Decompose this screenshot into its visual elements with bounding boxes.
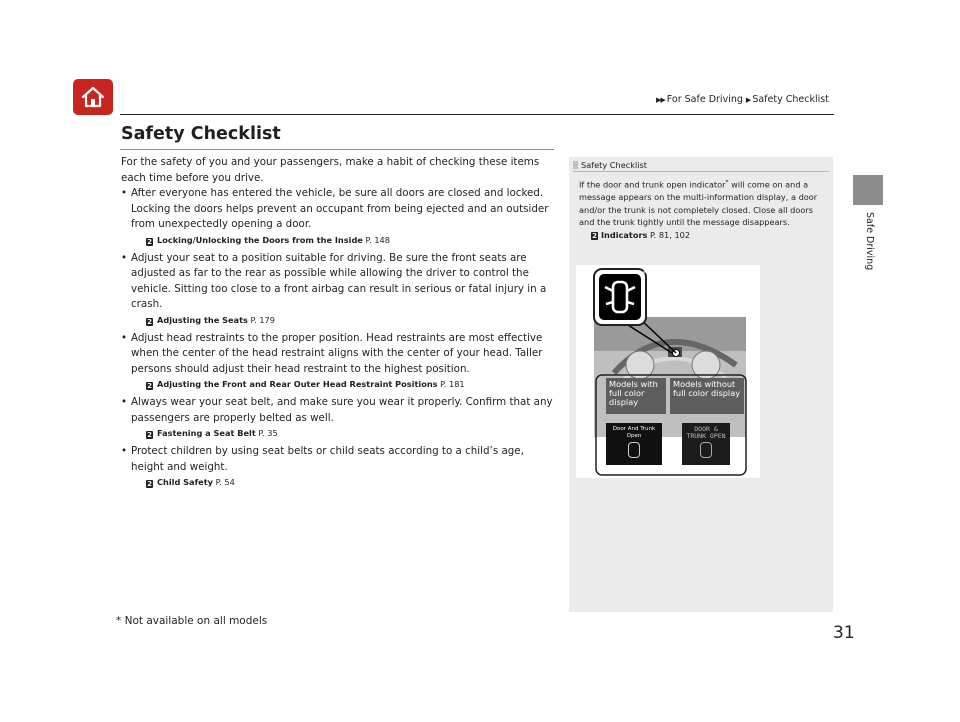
reference-arrow-icon: 2: [147, 431, 152, 439]
home-button[interactable]: [73, 79, 113, 115]
checklist-item: [121, 331, 555, 392]
home-icon: [80, 85, 106, 109]
title-divider: [120, 149, 554, 150]
label-full-color: Models with full color display: [606, 378, 666, 414]
display-full-color: [606, 423, 662, 465]
checklist-item-text: Protect children by using seat belts or child seats according to a child’s age, height and weight.: [131, 445, 524, 473]
checklist-item-text: Always wear your seat belt, and make sure you wear it properly. Confirm that any passengers are properly belted as well.: [131, 396, 553, 424]
reference-page: P. 181: [440, 379, 465, 389]
display-monochrome: [682, 423, 730, 465]
page-title: Safety Checklist: [121, 124, 281, 144]
car-icon: [628, 442, 640, 458]
checklist-item: [121, 395, 555, 440]
reference-page: P. 81, 102: [649, 229, 691, 240]
checklist: [121, 186, 555, 489]
car-icon: [700, 442, 712, 458]
checklist-item-text: Adjust head restraints to the proper position. Head restraints are most effective when the center of the head restraint aligns with the center of your head. Taller persons should adjust their head restraint to the highest position.: [131, 331, 543, 375]
reference-arrow-icon: 2: [147, 237, 152, 246]
sidebar-heading-text: Safety Checklist: [581, 160, 648, 170]
note-marker-icon: [573, 161, 578, 169]
sidebar-divider: [573, 171, 829, 172]
reference-title: Fastening a Seat Belt: [157, 428, 256, 438]
reference-page: P. 148: [365, 234, 390, 245]
breadcrumb-arrow-icon: ▶▶: [656, 96, 665, 104]
reference-page: P. 179: [250, 314, 275, 325]
display-message: Door And Trunk Open: [612, 426, 656, 439]
reference-title: Locking/Unlocking the Doors from the Inside: [157, 234, 363, 245]
reference-arrow-icon: 2: [147, 317, 152, 326]
footnote: * Not available on all models: [116, 615, 268, 627]
reference-title: Child Safety: [157, 477, 213, 487]
reference-title: Indicators: [601, 229, 648, 240]
cross-reference-link[interactable]: [146, 427, 555, 440]
cross-reference-link[interactable]: [146, 476, 555, 489]
page-number: 31: [833, 623, 855, 643]
header-divider: [120, 114, 834, 115]
breadcrumb-item[interactable]: For Safe Driving: [666, 94, 743, 105]
display-message: DOOR & TRUNK OPEN: [686, 425, 726, 440]
checklist-item-text: After everyone has entered the vehicle, be sure all doors are closed and locked. Locking the doors helps prevent an occupant from being ejected and an outsider from unexpectedly opening a door.: [131, 187, 549, 230]
checklist-item: [121, 186, 555, 247]
cross-reference-link[interactable]: [146, 234, 555, 247]
breadcrumb-item[interactable]: Safety Checklist: [752, 94, 829, 105]
reference-arrow-icon: 2: [147, 480, 152, 488]
sidebar-heading: [573, 160, 647, 170]
reference-arrow-icon: 2: [147, 382, 152, 390]
cross-reference-link[interactable]: [146, 378, 555, 391]
door-indicator-illustration: [576, 265, 760, 478]
reference-arrow-icon: 2: [592, 231, 597, 240]
section-side-label: Safe Driving: [864, 212, 875, 271]
svg-text:*: *: [643, 270, 646, 277]
breadcrumb: [656, 94, 829, 105]
main-content: [121, 155, 555, 493]
reference-page: P. 35: [258, 428, 278, 438]
checklist-item: [121, 251, 555, 327]
section-tab-marker: [853, 175, 883, 205]
footnote-asterisk: *: [725, 179, 729, 186]
cross-reference-link[interactable]: [146, 314, 555, 327]
cross-reference-link[interactable]: [591, 229, 827, 242]
reference-page: P. 54: [215, 477, 235, 487]
reference-title: Adjusting the Seats: [157, 314, 248, 325]
sidebar-text-part: If the door and trunk open indicator: [579, 179, 726, 190]
breadcrumb-arrow-icon: ▶: [745, 96, 751, 104]
sidebar-text-part: will come on and a message appears on the multi-information display, a door and/or the trunk is not completely closed. Close all doors and the trunk tightly until the message disappears.: [579, 179, 818, 228]
label-no-full-color: Models without full color display: [670, 378, 744, 414]
sidebar-paragraph: [579, 177, 827, 229]
dashboard-illustration: [576, 265, 760, 478]
sidebar-text: [579, 177, 827, 241]
reference-title: Adjusting the Front and Rear Outer Head Restraint Positions: [157, 379, 438, 389]
intro-text: For the safety of you and your passengers, make a habit of checking these items each time before you drive.: [121, 156, 540, 184]
checklist-item-text: Adjust your seat to a position suitable for driving. Be sure the front seats are adjusted as far to the rear as possible while allowing the driver to control the vehicle. Sitting too close to a front airbag can result in serious or fatal injury in a crash.: [131, 251, 547, 310]
checklist-item: [121, 444, 555, 489]
